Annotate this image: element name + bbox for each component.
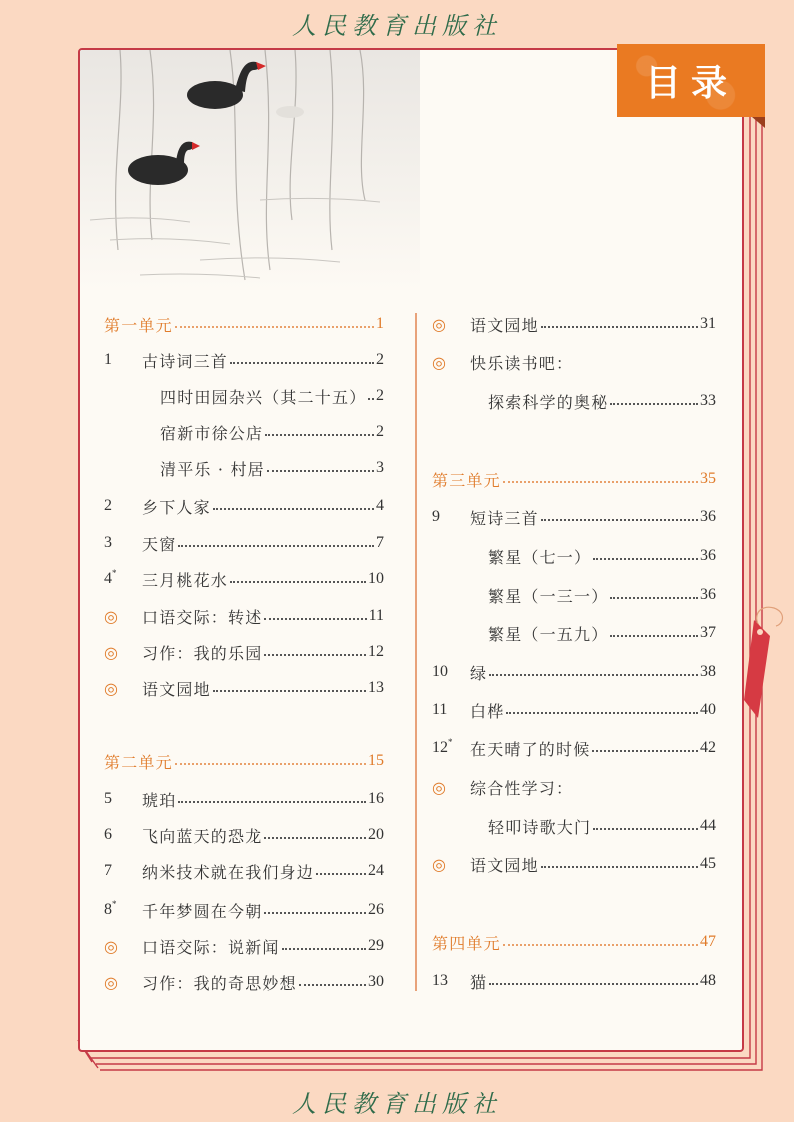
lesson-number: 10: [432, 663, 448, 680]
page-number: 35: [700, 470, 716, 487]
dot-leader: [503, 481, 698, 483]
dot-leader: [541, 326, 698, 328]
toc-entry[interactable]: [104, 494, 384, 518]
bullet-icon: ◎: [104, 678, 118, 698]
dot-leader: [230, 362, 374, 364]
entry-title: 探索科学的奥秘: [488, 392, 609, 412]
dot-leader: [541, 866, 698, 868]
dot-leader: [593, 828, 698, 830]
toc-entry[interactable]: [104, 640, 384, 664]
lesson-number: 11: [432, 701, 448, 718]
dot-leader: [506, 712, 698, 714]
entry-title: 绿: [470, 663, 488, 683]
toc-sub-entry[interactable]: [160, 384, 384, 408]
bullet-icon: ◎: [432, 854, 446, 874]
page-number: 40: [700, 701, 716, 718]
toc-sub-entry[interactable]: [488, 544, 716, 568]
entry-title: 快乐读书吧：: [470, 353, 574, 373]
toc-entry[interactable]: [104, 859, 384, 883]
entry-title: 纳米技术就在我们身边: [142, 862, 315, 882]
page-number: 15: [368, 752, 384, 769]
bullet-icon: ◎: [432, 314, 446, 334]
dot-leader: [213, 508, 374, 510]
dot-leader: [316, 873, 366, 875]
dot-leader: [610, 635, 698, 637]
toc-entry[interactable]: [104, 970, 384, 994]
entry-title: 四时田园杂兴（其二十五）: [160, 387, 367, 407]
toc-entry[interactable]: [104, 676, 384, 700]
page-number: 20: [368, 826, 384, 843]
dot-leader: [175, 326, 374, 328]
dot-leader: [178, 801, 366, 803]
page-number: 12: [368, 643, 384, 660]
bullet-icon: ◎: [432, 352, 446, 372]
bullet-icon: ◎: [104, 936, 118, 956]
page-number: 37: [700, 624, 716, 641]
entry-title: 古诗词三首: [142, 351, 229, 371]
page-number: 36: [700, 547, 716, 564]
dot-leader: [178, 545, 374, 547]
entry-title: 飞向蓝天的恐龙: [142, 826, 263, 846]
toc-entry[interactable]: [104, 531, 384, 555]
entry-title: 千年梦圆在今朝: [142, 901, 263, 921]
dot-leader: [230, 581, 366, 583]
page-number: 45: [700, 855, 716, 872]
page-number: 33: [700, 392, 716, 409]
dot-leader: [264, 912, 366, 914]
entry-title: 第四单元: [432, 933, 501, 953]
dot-leader: [503, 944, 698, 946]
bullet-icon: ◎: [104, 606, 118, 626]
toc-unit-heading[interactable]: [104, 312, 384, 336]
entry-title: 第三单元: [432, 470, 501, 490]
dot-leader: [265, 434, 374, 436]
title-tab-fold: [752, 117, 766, 129]
toc-entry[interactable]: [432, 312, 716, 336]
toc-entry[interactable]: [432, 775, 716, 799]
toc-entry[interactable]: [104, 348, 384, 372]
lesson-number: 3: [104, 534, 112, 551]
page-number: 42: [700, 739, 716, 756]
toc-entry[interactable]: [432, 852, 716, 876]
star-mark: *: [112, 899, 117, 909]
toc-sub-entry[interactable]: [488, 389, 716, 413]
dot-leader: [264, 618, 366, 620]
page-number: 13: [368, 679, 384, 696]
entry-title: 综合性学习：: [470, 778, 574, 798]
page-number: 29: [368, 937, 384, 954]
entry-title: 口语交际：转述: [142, 607, 263, 627]
lesson-number: 8*: [104, 899, 117, 918]
toc-entry[interactable]: [432, 736, 716, 760]
entry-title: 习作：我的乐园: [142, 643, 263, 663]
lesson-number: 4*: [104, 568, 117, 587]
page-number: 2: [376, 423, 384, 440]
lesson-number: 2: [104, 497, 112, 514]
dot-leader: [592, 750, 698, 752]
lesson-number: 1: [104, 351, 112, 368]
entry-title: 语文园地: [470, 855, 539, 875]
dot-leader: [489, 674, 698, 676]
entry-title: 猫: [470, 972, 488, 992]
dot-leader: [282, 948, 366, 950]
entry-title: 第一单元: [104, 315, 173, 335]
dot-leader: [593, 558, 698, 560]
toc-unit-heading[interactable]: [432, 467, 716, 491]
publisher-logo-top: 人民教育出版社: [292, 12, 502, 40]
toc-unit-heading[interactable]: [432, 930, 716, 954]
toc-entry[interactable]: [432, 698, 716, 722]
page-number: 31: [700, 315, 716, 332]
entry-title: 轻叩诗歌大门: [488, 817, 592, 837]
entry-title: 琥珀: [142, 790, 177, 810]
entry-title: 语文园地: [470, 315, 539, 335]
lesson-number: 12*: [432, 737, 453, 756]
dot-leader: [213, 690, 366, 692]
toc-entry[interactable]: [104, 787, 384, 811]
toc-entry[interactable]: [104, 823, 384, 847]
page-number: 2: [376, 351, 384, 368]
toc-entry[interactable]: [432, 505, 716, 529]
entry-title: 繁星（一五九）: [488, 624, 609, 644]
lesson-number: 13: [432, 972, 448, 989]
toc-entry[interactable]: [104, 604, 384, 628]
page-number: 1: [376, 315, 384, 332]
page-number: 16: [368, 790, 384, 807]
page-number: 7: [376, 534, 384, 551]
page-number: 38: [700, 663, 716, 680]
bullet-icon: ◎: [104, 642, 118, 662]
dot-leader: [175, 763, 366, 765]
entry-title: 短诗三首: [470, 508, 539, 528]
entry-title: 在天晴了的时候: [470, 739, 591, 759]
entry-title: 乡下人家: [142, 497, 211, 517]
bullet-icon: ◎: [432, 777, 446, 797]
page-number: 44: [700, 817, 716, 834]
toc-unit-heading[interactable]: [104, 749, 384, 773]
lesson-number: 6: [104, 826, 112, 843]
entry-title: 繁星（七一）: [488, 547, 592, 567]
toc-title-tab: 目录: [617, 44, 765, 117]
page-number: 24: [368, 862, 384, 879]
dot-leader: [264, 654, 366, 656]
page-number: 10: [368, 570, 384, 587]
page-number: 36: [700, 586, 716, 603]
entry-title: 清平乐 · 村居: [160, 459, 265, 479]
page-number: 48: [700, 972, 716, 989]
entry-title: 语文园地: [142, 679, 211, 699]
star-mark: *: [448, 737, 453, 747]
entry-title: 习作：我的奇思妙想: [142, 973, 297, 993]
dot-leader: [267, 470, 374, 472]
toc-sub-entry[interactable]: [160, 456, 384, 480]
dot-leader: [541, 519, 698, 521]
page-number: 26: [368, 901, 384, 918]
page-number: 47: [700, 933, 716, 950]
dot-leader: [610, 597, 698, 599]
entry-title: 第二单元: [104, 752, 173, 772]
toc-entry[interactable]: [432, 660, 716, 684]
dot-leader: [489, 983, 698, 985]
toc-entry[interactable]: [104, 567, 384, 591]
page-number: 36: [700, 508, 716, 525]
toc-entry[interactable]: [104, 934, 384, 958]
toc-sub-entry[interactable]: [488, 621, 716, 645]
dot-leader: [264, 837, 366, 839]
entry-title: 白桦: [470, 701, 505, 721]
entry-title: 三月桃花水: [142, 570, 229, 590]
page-number: 3: [376, 459, 384, 476]
entry-title: 繁星（一三一）: [488, 586, 609, 606]
toc-sub-entry[interactable]: [160, 420, 384, 444]
publisher-logo-bottom: 人民教育出版社: [292, 1090, 502, 1118]
toc-entry[interactable]: [104, 898, 384, 922]
page-number: 4: [376, 497, 384, 514]
star-mark: *: [112, 568, 117, 578]
page-number: 11: [368, 607, 384, 624]
lesson-number: 9: [432, 508, 440, 525]
column-divider: [415, 313, 417, 991]
toc-entry[interactable]: [432, 969, 716, 993]
toc-sub-entry[interactable]: [488, 814, 716, 838]
dot-leader: [610, 403, 698, 405]
entry-title: 宿新市徐公店: [160, 423, 264, 443]
page-number: 2: [376, 387, 384, 404]
ribbon-bookmark-icon: [740, 600, 794, 720]
toc-entry[interactable]: [432, 350, 716, 374]
page-number: 30: [368, 973, 384, 990]
bullet-icon: ◎: [104, 972, 118, 992]
entry-title: 天窗: [142, 534, 177, 554]
dot-leader: [299, 984, 366, 986]
entry-title: 口语交际：说新闻: [142, 937, 280, 957]
lesson-number: 7: [104, 862, 112, 879]
dot-leader: [368, 398, 374, 400]
toc-sub-entry[interactable]: [488, 583, 716, 607]
lesson-number: 5: [104, 790, 112, 807]
